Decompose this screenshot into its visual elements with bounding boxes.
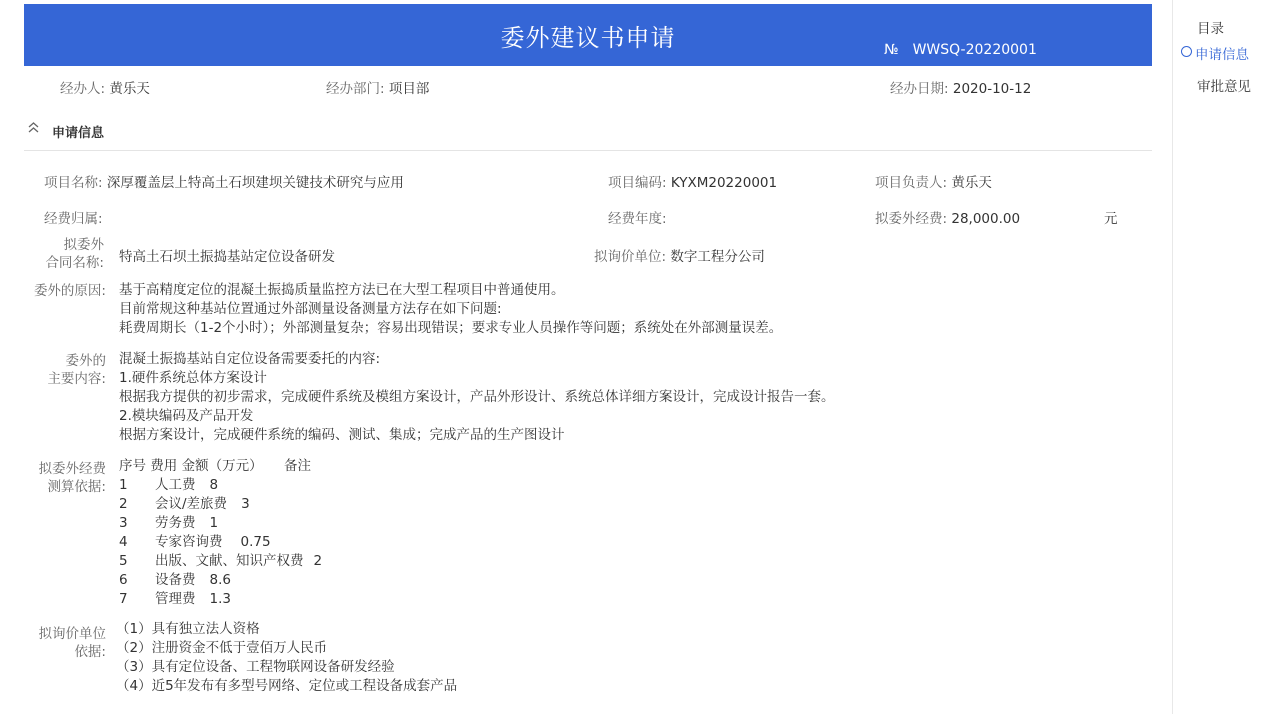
inquiry-unit-field [594,245,765,265]
content-line: 混凝土振捣基站自定位设备需要委托的内容: [119,351,381,367]
funding-year-label: 经费年度: [608,211,667,227]
toc-item-apply-info[interactable]: 申请信息 [1195,47,1249,63]
budget-row [119,571,322,590]
content-line: 根据我方提供的初步需求，完成硬件系统及模组方案设计，产品外形设计、系统总体详细方案设计，完成设计报告一套。 [119,389,835,405]
handler-value: 黄乐天 [109,81,150,97]
basis-label-line2: 依据: [74,644,106,660]
toc-item-approval[interactable]: 审批意见 [1197,79,1251,95]
contract-name-value: 特高土石坝土振捣基站定位设备研发 [119,249,335,265]
budget-no: 7 [119,591,128,607]
basis-text [116,620,457,696]
project-leader-field [875,171,992,191]
budget-row [119,533,322,552]
budget-no: 5 [119,553,128,569]
funding-owner-field [44,207,103,227]
content-label [24,352,106,388]
content-line: 1.硬件系统总体方案设计 [119,370,267,386]
project-code-field [608,171,777,191]
funding-year-field [608,207,667,227]
number-symbol: № [884,42,899,58]
basis-label-line1: 拟询价单位 [38,626,106,642]
date-label: 经办日期: [890,81,949,97]
budget-item: 专家咨询费 [155,534,223,550]
budget-item: 人工费 [155,477,196,493]
budget-amount: 3 [241,496,250,512]
project-code-value: KYXM20220001 [670,175,778,191]
budget-amount: 0.75 [240,534,271,550]
basis-line: （2）注册资金不低于壹佰万人民币 [116,640,328,656]
date-value: 2020-10-12 [952,81,1032,97]
date-field [890,77,1031,97]
inquiry-unit-label: 拟询价单位: [594,249,667,265]
project-leader-label: 项目负责人: [875,175,948,191]
content-line: 根据方案设计，完成硬件系统的编码、测试、集成；完成产品的生产图设计 [119,427,565,443]
reason-label: 委外的原因: [33,283,106,299]
handler-field [60,77,150,97]
budget-no: 3 [119,515,128,531]
funding-owner-label: 经费归属: [44,211,103,227]
budget-header: 序号 费用 金额（万元） 备注 [119,458,312,474]
content-label-line1: 委外的 [65,353,106,369]
table-of-contents [1172,0,1280,714]
contract-label-line2: 合同名称: [45,255,104,271]
outsource-fee-label: 拟委外经费: [875,211,948,227]
active-dot-icon [1181,46,1192,57]
meta-row [24,66,1152,104]
budget-amount: 8.6 [209,572,231,588]
reason-text [119,281,782,338]
form-main [24,4,1152,151]
budget-label-line1: 拟委外经费 [38,461,106,477]
outsource-fee-field [875,207,1020,227]
budget-row [119,495,322,514]
content-line: 2.模块编码及产品开发 [119,408,254,424]
budget-item: 管理费 [155,591,196,607]
handler-label: 经办人: [60,81,106,97]
project-name-label: 项目名称: [44,175,103,191]
section-header-apply-info[interactable] [24,110,1152,151]
budget-amount: 8 [209,477,219,493]
toc-title: 目录 [1197,21,1224,37]
section-title: 申请信息 [52,126,105,141]
project-leader-value: 黄乐天 [951,175,992,191]
budget-item: 会议/差旅费 [155,496,228,512]
project-name-field [44,171,404,191]
dept-field [326,77,429,97]
basis-label [24,625,106,661]
chevron-up-double-icon[interactable] [28,122,39,136]
content-text [119,350,835,445]
basis-line: （3）具有定位设备、工程物联网设备研发经验 [116,659,395,675]
document-number [884,42,1037,58]
budget-no: 1 [119,477,128,493]
page-title: 委外建议书申请 [500,24,676,52]
project-name-value: 深厚覆盖层上特高土石坝建坝关键技术研究与应用 [106,175,404,191]
budget-label-line2: 测算依据: [47,479,106,495]
document-number-value: WWSQ-20220001 [912,42,1037,58]
reason-line: 目前常规这种基站位置通过外部测量设备测量方法存在如下问题: [119,301,502,317]
budget-table [119,457,322,609]
budget-no: 2 [119,496,128,512]
budget-no: 6 [119,572,128,588]
title-banner [24,4,1152,66]
budget-item: 设备费 [155,572,196,588]
budget-item: 劳务费 [155,515,196,531]
budget-row [119,476,322,495]
budget-amount: 2 [313,553,323,569]
budget-row [119,514,322,533]
reason-line: 耗费周期长（1-2个小时）；外部测量复杂；容易出现错误；要求专业人员操作等问题；系统处在外部测量误差。 [119,320,783,336]
contract-name-label [22,236,104,272]
contract-label-line1: 拟委外 [63,237,104,253]
basis-line: （4）近5年发布有多型号网络、定位或工程设备成套产品 [116,678,458,694]
dept-label: 经办部门: [326,81,385,97]
budget-row [119,552,322,571]
reason-line: 基于高精度定位的混凝土振捣质量监控方法已在大型工程项目中普通使用。 [119,282,565,298]
outsource-fee-value: 28,000.00 [951,211,1021,227]
content-label-line2: 主要内容: [47,371,106,387]
inquiry-unit-value: 数字工程分公司 [670,249,765,265]
budget-no: 4 [119,534,128,550]
budget-label [24,460,106,496]
budget-amount: 1 [209,515,219,531]
budget-item: 出版、文献、知识产权费 [155,553,304,569]
outsource-fee-unit: 元 [1104,211,1118,227]
budget-amount: 1.3 [209,591,231,607]
dept-value: 项目部 [388,81,430,97]
basis-line: （1）具有独立法人资格 [116,621,260,637]
budget-row [119,590,322,609]
project-code-label: 项目编码: [608,175,667,191]
